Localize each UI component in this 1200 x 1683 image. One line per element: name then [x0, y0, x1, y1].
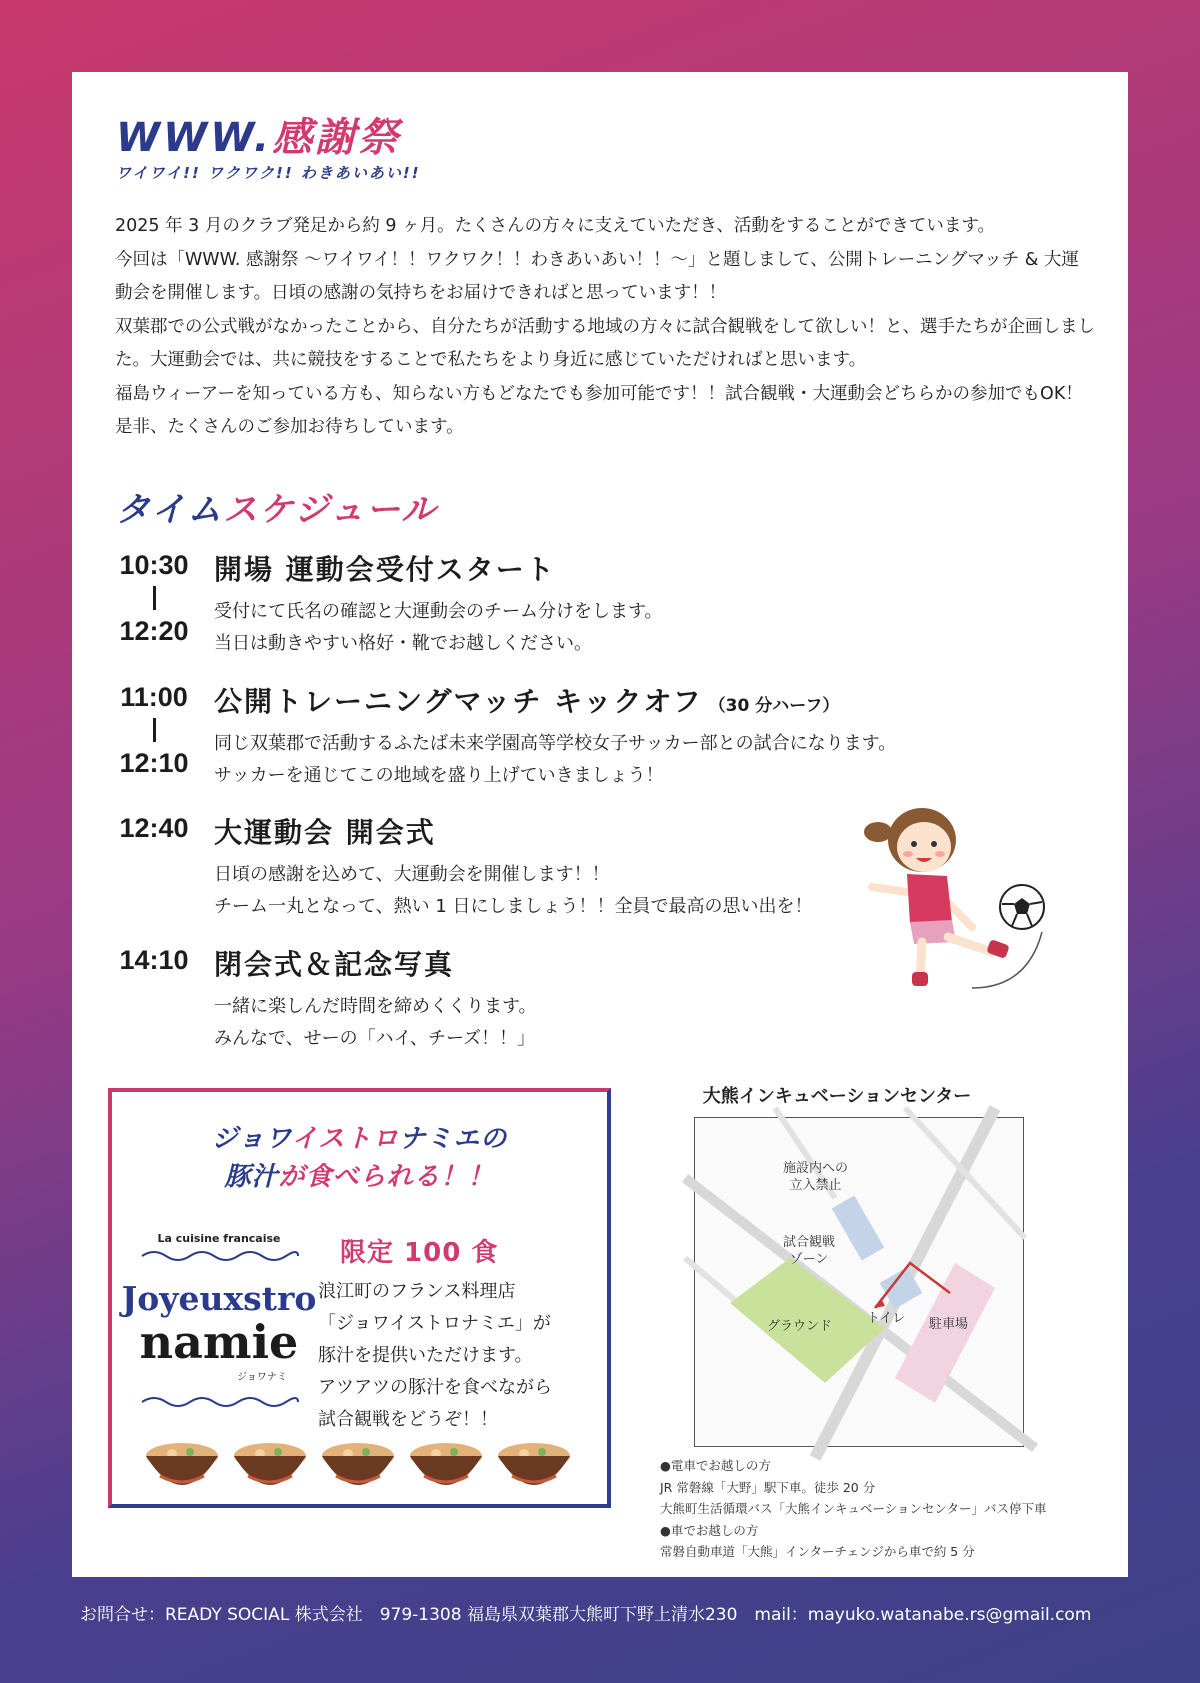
tonjiru-bowls-illustration [138, 1432, 578, 1502]
access-line: 常磐自動車道「大熊」インターチェンジから車で約 5 分 [660, 1544, 975, 1559]
intro-paragraph: 今回は「WWW. 感謝祭 〜ワイワイ！！ワクワク！！わきあいあい！！〜」と題しまして、公開トレーニングマッチ & 大運動会を開催します。日頃の感謝の気持ちをお届けできればと思っています！！ [115, 249, 1079, 303]
promo-title-part: ジョワ [211, 1124, 292, 1154]
promo-line: 豚汁を提供いただけます。 [318, 1345, 533, 1366]
schedule-time-range [114, 813, 194, 843]
tonjiru-bowl-icon [410, 1443, 482, 1485]
schedule-line: 日頃の感謝を込めて、大運動会を開催します！！ [214, 864, 610, 885]
map-label-parking: 駐車場 [929, 1317, 969, 1332]
schedule-end-time: 12:10 [119, 748, 189, 778]
restaurant-logo-top: La cuisine francaise [157, 1232, 281, 1245]
schedule-description [214, 991, 934, 1055]
schedule-description [214, 596, 934, 660]
time-range-divider [153, 718, 156, 742]
schedule-heading-text: 閉会式＆記念写真 [214, 948, 455, 981]
promo-title [112, 1120, 607, 1196]
promo-description [318, 1276, 598, 1436]
map-label-ground: グラウンド [767, 1319, 833, 1334]
flyer-card [72, 72, 1128, 1577]
schedule-line: 当日は動きやすい格好・靴でお越しください。 [214, 633, 592, 654]
intro-paragraph: 2025 年 3 月のクラブ発足から約 9 ヶ月。たくさんの方々に支えていただき、活動をすることができています。 [115, 216, 996, 236]
schedule-description [214, 728, 934, 792]
promo-line: 試合観戦をどうぞ！！ [318, 1409, 498, 1430]
venue-map [694, 1117, 1024, 1447]
intro-text [115, 210, 1095, 445]
soccer-girl-illustration [852, 792, 1052, 992]
schedule-heading [214, 548, 556, 588]
tonjiru-promo-box [108, 1088, 611, 1508]
time-range-divider [153, 586, 156, 610]
promo-line: アツアツの豚汁を食べながら [318, 1377, 552, 1398]
schedule-heading [214, 943, 454, 983]
promo-title-line [112, 1158, 607, 1196]
promo-line: 浪江町のフランス料理店 [318, 1281, 516, 1302]
schedule-start-time: 12:40 [119, 813, 189, 843]
promo-line: 「ジョワイストロナミエ」が [318, 1313, 551, 1334]
tonjiru-bowl-icon [322, 1443, 394, 1485]
promo-title-part: ナミエの [399, 1124, 508, 1154]
schedule-line: 同じ双葉郡で活動するふたば未来学園高等学校女子サッカー部との試合になります。 [214, 733, 897, 754]
tonjiru-bowl-icon [498, 1443, 570, 1485]
schedule-heading [214, 680, 839, 720]
promo-title-line [112, 1120, 607, 1158]
limited-quantity: 限定 100 食 [340, 1238, 499, 1268]
schedule-heading-text: 開場 運動会受付スタート [214, 553, 556, 586]
schedule-end-time: 12:20 [119, 616, 189, 646]
schedule-time-range [114, 945, 194, 975]
schedule-title-part: タイム [116, 490, 224, 530]
event-logo-subtitle: ワイワイ!! ワクワク!! わきあいあい!! [116, 164, 421, 182]
schedule-time-range [114, 550, 194, 646]
event-logo-main [116, 116, 421, 160]
promo-title-part: 豚汁 [224, 1162, 279, 1192]
promo-title-part: イストロ [291, 1124, 400, 1154]
map-label-restricted: 施設内への 立入禁止 [783, 1161, 849, 1193]
event-logo-www: WWW. [116, 115, 273, 161]
event-logo-kanshasai: 感謝祭 [272, 115, 402, 161]
schedule-title [116, 482, 437, 531]
venue-map-drawing [695, 1118, 1025, 1448]
restaurant-logo-name-2: namie [139, 1315, 299, 1369]
promo-title-part: が食べられる！！ [278, 1162, 495, 1192]
schedule-heading [214, 811, 436, 851]
schedule-line: みんなで、せーの「ハイ、チーズ！！」 [214, 1028, 536, 1049]
tonjiru-bowl-icon [234, 1443, 306, 1485]
schedule-start-time: 10:30 [119, 550, 189, 580]
access-line: 大熊町生活循環バス「大熊インキュベーションセンター」バス停下車 [660, 1501, 1047, 1516]
schedule-heading-text: 大運動会 開会式 [214, 816, 436, 849]
intro-paragraph: 福島ウィーアーを知っている方も、知らない方もどなたでも参加可能です！！試合観戦・大運動会どちらかの参加でもOK！是非、たくさんのご参加お待ちしています。 [115, 383, 1083, 437]
restaurant-logo-name-1: Joyeuxstro [121, 1279, 317, 1318]
schedule-start-time: 11:00 [120, 682, 188, 712]
schedule-start-time: 14:10 [119, 945, 189, 975]
map-label-toilet: トイレ [867, 1311, 906, 1326]
restaurant-logo-kana: ジョワナミ [237, 1372, 287, 1383]
access-line: ●車でお越しの方 [660, 1522, 759, 1538]
access-line: JR 常磐線「大野」駅下車。徒歩 20 分 [660, 1479, 876, 1495]
access-line: ●電車でお越しの方 [660, 1458, 771, 1473]
schedule-heading-text: 公開トレーニングマッチ キックオフ [214, 685, 703, 718]
event-logo [116, 116, 421, 183]
intro-paragraph: 双葉郡での公式戦がなかったことから、自分たちが活動する地域の方々に試合観戦をして欲しい！と、選手たちが企画しました。大運動会では、共に競技をすることで私たちをより身近に感じていただければと思います。 [115, 316, 1095, 370]
schedule-title-part: スケジュール [223, 490, 438, 530]
schedule-line: 受付にて氏名の確認と大運動会のチーム分けをします。 [214, 601, 663, 622]
restaurant-logo [121, 1230, 317, 1420]
tonjiru-bowl-icon [146, 1443, 218, 1485]
access-info [660, 1455, 1100, 1563]
contact-footer: お問合せ：READY SOCIAL 株式会社 979-1308 福島県双葉郡大熊町下野上清水230 mail：mayuko.watanabe.rs@gmail.com [80, 1605, 1092, 1625]
map-title: 大熊インキュベーションセンター [702, 1086, 972, 1107]
map-label-watch-zone: 試合観戦 ゾーン [783, 1235, 836, 1267]
schedule-line: サッカーを通じてこの地域を盛り上げていきましょう！ [214, 765, 664, 786]
schedule-description [214, 859, 934, 923]
schedule-time-range [114, 682, 194, 778]
schedule-line: チーム一丸となって、熱い 1 日にしましょう！！全員で最高の思い出を！ [214, 896, 813, 917]
schedule-line: 一緒に楽しんだ時間を締めくくります。 [214, 996, 537, 1017]
schedule-heading-note: （30 分ハーフ） [708, 696, 840, 716]
